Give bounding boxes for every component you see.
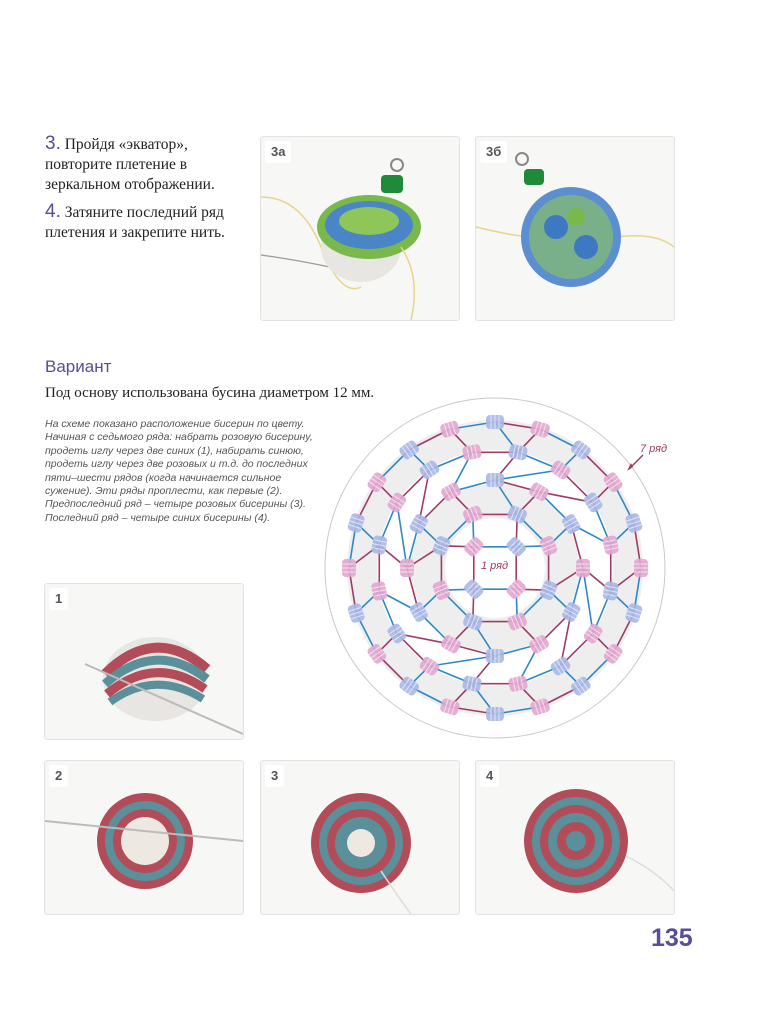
photo-step-2 [44, 760, 244, 915]
photo-step-3 [260, 760, 460, 915]
photo-4-label: 4 [480, 765, 499, 787]
row1-label: 1 ряд [481, 560, 509, 572]
photo-1-label: 1 [49, 588, 68, 610]
beaded-ball-3b-illustration [476, 137, 674, 320]
scheme-note: На схеме показано расположение бисерин по цвету. Начиная с седьмого ряда: набрать розовую бисерину, продеть иглу через две синих (1), набирать синюю, продеть иглу через две розовых и т.д. до последних пяти–шести рядов (когда начинается сильное сужение). Эти ряды проплести, как первые (2). Предпоследний ряд – четыре розовых бисерины (3). Последний ряд – четыре синих бисерины (4). [45, 418, 313, 524]
pink-bead [400, 559, 414, 577]
photo-2-label: 2 [49, 765, 68, 787]
blue-bead [486, 649, 504, 663]
photo-step-4 [475, 760, 675, 915]
photo-3-label: 3 [265, 765, 284, 787]
blue-bead [486, 707, 504, 721]
photo-3b-label: 3б [480, 141, 507, 163]
beaded-ball-4-illustration [476, 761, 674, 914]
bead-scheme-svg [315, 393, 675, 745]
step-3-number: 3. [45, 133, 61, 154]
page-number: 135 [651, 924, 693, 952]
blue-bead [486, 473, 504, 487]
step-4 [45, 202, 255, 243]
photo-3b [475, 136, 675, 321]
row7-label: 7 ряд [640, 443, 668, 455]
pink-bead [576, 559, 590, 577]
instruction-steps [45, 134, 255, 250]
photo-3a-label: 3а [265, 141, 291, 163]
photo-step-1 [44, 583, 244, 740]
beaded-ball-1-illustration [45, 584, 243, 739]
pink-bead [634, 559, 648, 577]
step-3-text: Пройдя «экватор», повторите плетение в зеркальном отображении. [45, 136, 215, 193]
beaded-ball-3-illustration [261, 761, 459, 914]
blue-bead [486, 415, 504, 429]
step-4-text: Затяните последний ряд плетения и закрепите нить. [45, 204, 225, 241]
bead-scheme-diagram [315, 393, 675, 745]
beaded-ball-2-illustration [45, 761, 243, 914]
beaded-ball-3a-illustration [261, 137, 459, 320]
variant-title: Вариант [45, 357, 112, 376]
photo-3a [260, 136, 460, 321]
step-3 [45, 134, 255, 195]
variant-subtitle: Под основу использована бусина диаметром 12 мм. [45, 385, 375, 401]
step-4-number: 4. [45, 201, 61, 222]
pink-bead [342, 559, 356, 577]
